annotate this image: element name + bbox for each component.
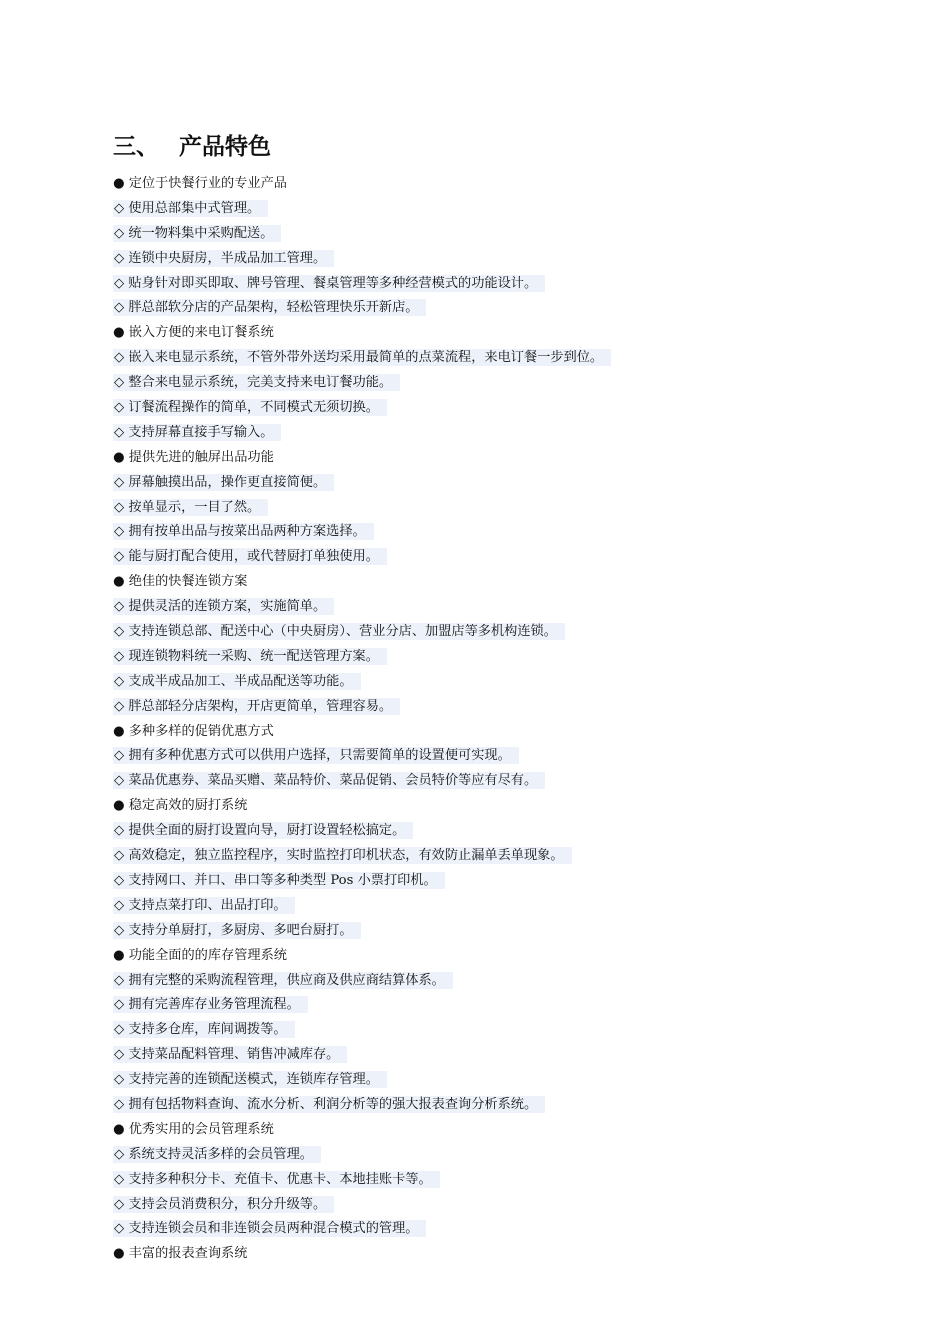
feature-item (113, 197, 833, 222)
feature-item (113, 396, 833, 421)
feature-item (113, 520, 833, 545)
feature-item (113, 869, 833, 894)
feature-item (113, 969, 833, 994)
feature-item (113, 1093, 833, 1118)
feature-item (113, 371, 833, 396)
feature-item-text: ◇ 胖总部轻分店架构，开店更简单，管理容易。 (113, 698, 400, 715)
feature-group-heading (113, 446, 833, 471)
feature-item (113, 545, 833, 570)
feature-item-text: ◇ 支持点菜打印、出品打印。 (113, 897, 295, 914)
feature-group-heading (113, 1118, 833, 1143)
feature-item-text: ◇ 拥有包括物料查询、流水分析、利润分析等的强大报表查询分析系统。 (113, 1096, 545, 1113)
feature-group-text: ● 提供先进的触屏出品功能 (113, 449, 274, 465)
feature-item-text: ◇ 高效稳定，独立监控程序，实时监控打印机状态，有效防止漏单丢单现象。 (113, 847, 572, 864)
feature-group-text: ● 稳定高效的厨打系统 (113, 798, 248, 814)
feature-item-text: ◇ 提供灵活的连锁方案，实施简单。 (113, 598, 334, 615)
feature-item-text: ◇ 系统支持灵活多样的会员管理。 (113, 1146, 321, 1163)
feature-item-text: ◇ 拥有完整的采购流程管理，供应商及供应商结算体系。 (113, 972, 453, 989)
feature-item (113, 919, 833, 944)
feature-item (113, 272, 833, 297)
feature-group-heading (113, 944, 833, 969)
feature-group-heading (113, 1242, 833, 1267)
feature-item (113, 1168, 833, 1193)
feature-item (113, 222, 833, 247)
section-heading (113, 130, 271, 164)
feature-item-text: ◇ 支持多仓库，库间调拨等。 (113, 1021, 295, 1038)
feature-item-text: ◇ 贴身针对即买即取、牌号管理、餐桌管理等多种经营模式的功能设计。 (113, 275, 545, 292)
feature-group-heading (113, 570, 833, 595)
feature-item (113, 346, 833, 371)
feature-item (113, 620, 833, 645)
feature-item-text: ◇ 订餐流程操作的简单，不同模式无须切换。 (113, 399, 387, 416)
feature-item-text: ◇ 嵌入来电显示系统，不管外带外送均采用最简单的点菜流程，来电订餐一步到位。 (113, 349, 611, 366)
feature-group-text: ● 定位于快餐行业的专业产品 (113, 176, 287, 191)
feature-item-text: ◇ 拥有多种优惠方式可以供用户选择，只需要简单的设置便可实现。 (113, 747, 519, 764)
feature-item-text: ◇ 支持连锁总部、配送中心（中央厨房）、营业分店、加盟店等多机构连锁。 (113, 623, 565, 640)
feature-item (113, 1043, 833, 1068)
feature-item-text: ◇ 支持分单厨打，多厨房、多吧台厨打。 (113, 922, 361, 939)
feature-item-text: ◇ 支持完善的连锁配送模式，连锁库存管理。 (113, 1071, 387, 1088)
feature-item-text: ◇ 能与厨打配合使用，或代替厨打单独使用。 (113, 548, 387, 565)
feature-item-text: ◇ 屏幕触摸出品，操作更直接简便。 (113, 474, 334, 491)
feature-group-text: ● 嵌入方便的来电订餐系统 (113, 325, 274, 341)
feature-item-text: ◇ 提供全面的厨打设置向导，厨打设置轻松搞定。 (113, 822, 413, 839)
feature-item-text: ◇ 现连锁物料统一采购、统一配送管理方案。 (113, 648, 387, 665)
feature-item (113, 894, 833, 919)
feature-group-text: ● 多种多样的促销优惠方式 (113, 723, 274, 739)
feature-group-heading (113, 321, 833, 346)
feature-item (113, 744, 833, 769)
feature-group-heading (113, 172, 833, 197)
feature-item (113, 471, 833, 496)
section-number: 三、 (113, 134, 159, 160)
feature-item (113, 247, 833, 272)
feature-item-text: ◇ 整合来电显示系统，完美支持来电订餐功能。 (113, 374, 400, 391)
feature-item (113, 645, 833, 670)
feature-group-heading (113, 794, 833, 819)
feature-list (113, 172, 833, 1267)
feature-item-text: ◇ 拥有完善库存业务管理流程。 (113, 996, 308, 1013)
feature-item-text: ◇ 支持会员消费积分，积分升级等。 (113, 1196, 334, 1213)
feature-item (113, 595, 833, 620)
feature-item-text: ◇ 拥有按单出品与按菜出品两种方案选择。 (113, 523, 374, 540)
feature-item (113, 695, 833, 720)
feature-item (113, 993, 833, 1018)
feature-item-text: ◇ 支持菜品配料管理、销售冲减库存。 (113, 1046, 347, 1063)
feature-item (113, 1068, 833, 1093)
feature-group-text: ● 功能全面的的库存管理系统 (113, 947, 287, 963)
feature-item (113, 844, 833, 869)
feature-item (113, 296, 833, 321)
feature-group-text: ● 绝佳的快餐连锁方案 (113, 574, 248, 590)
feature-item (113, 1217, 833, 1242)
feature-item-text: ◇ 按单显示，一目了然。 (113, 499, 268, 516)
section-title: 产品特色 (179, 134, 271, 160)
feature-item-text: ◇ 支持连锁会员和非连锁会员两种混合模式的管理。 (113, 1220, 426, 1237)
feature-item-text: ◇ 支成半成品加工、半成品配送等功能。 (113, 673, 361, 690)
feature-item-text: ◇ 菜品优惠券、菜品买赠、菜品特价、菜品促销、会员特价等应有尽有。 (113, 772, 545, 789)
feature-item-text: ◇ 使用总部集中式管理。 (113, 200, 268, 217)
feature-item (113, 496, 833, 521)
feature-item (113, 819, 833, 844)
feature-group-heading (113, 720, 833, 745)
feature-item (113, 421, 833, 446)
feature-item-text: ◇ 支持多种积分卡、充值卡、优惠卡、本地挂账卡等。 (113, 1171, 440, 1188)
feature-group-text: ● 优秀实用的会员管理系统 (113, 1121, 274, 1137)
feature-item-text: ◇ 胖总部软分店的产品架构，轻松管理快乐开新店。 (113, 299, 426, 316)
feature-item (113, 1143, 833, 1168)
feature-item-text: ◇ 支持屏幕直接手写输入。 (113, 424, 281, 441)
feature-item-text: ◇ 统一物料集中采购配送。 (113, 225, 281, 242)
feature-item-text: ◇ 支持网口、并口、串口等多种类型 Pos 小票打印机。 (113, 872, 445, 889)
feature-item-text: ◇ 连锁中央厨房，半成品加工管理。 (113, 250, 334, 267)
feature-item (113, 1018, 833, 1043)
feature-item (113, 769, 833, 794)
feature-group-text: ● 丰富的报表查询系统 (113, 1246, 248, 1262)
feature-item (113, 1193, 833, 1218)
feature-item (113, 670, 833, 695)
